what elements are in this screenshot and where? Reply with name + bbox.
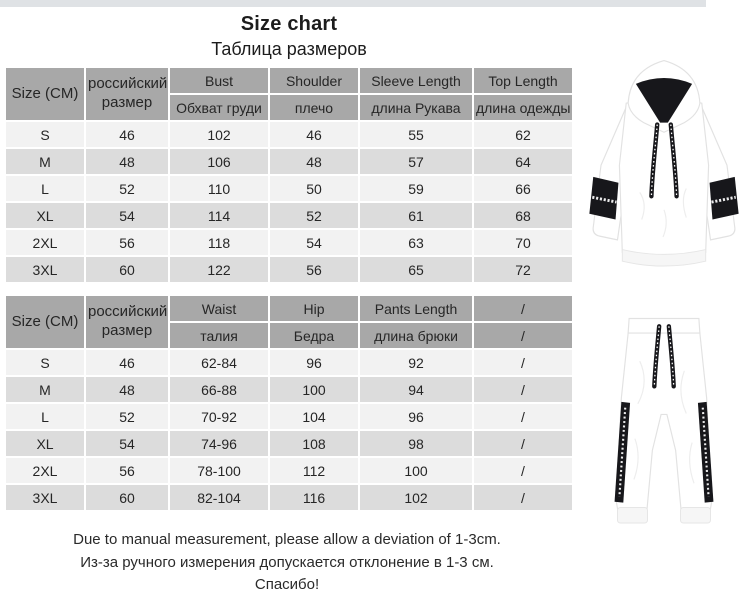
measurement-value: 104 <box>270 404 358 429</box>
russian-size-column-header: российский размер <box>86 68 168 120</box>
column-header-ru: длина Рукава <box>360 95 472 120</box>
measurement-value: 66 <box>474 176 572 201</box>
size-label: M <box>6 149 84 174</box>
measurement-value: 55 <box>360 122 472 147</box>
hoodie-illustration <box>579 47 749 299</box>
top-bar-decoration <box>0 0 706 7</box>
table-row <box>6 176 572 201</box>
measurement-value: 65 <box>360 257 472 282</box>
table-row <box>6 431 572 456</box>
measurement-value: 62 <box>474 122 572 147</box>
size-column-header: Size (CM) <box>6 296 84 348</box>
measurement-value: / <box>474 404 572 429</box>
measurement-value: 122 <box>170 257 268 282</box>
size-label: XL <box>6 203 84 228</box>
size-label: M <box>6 377 84 402</box>
measurement-value: / <box>474 485 572 510</box>
size-label: XL <box>6 431 84 456</box>
measurement-value: 64 <box>474 149 572 174</box>
measurement-value: 46 <box>86 122 168 147</box>
measurement-value: 98 <box>360 431 472 456</box>
measurement-value: 108 <box>270 431 358 456</box>
column-header-ru: Обхват груди <box>170 95 268 120</box>
measurement-value: 112 <box>270 458 358 483</box>
size-table-bottom <box>4 294 574 512</box>
column-header-en: Hip <box>270 296 358 321</box>
size-label: 3XL <box>6 257 84 282</box>
measurement-value: / <box>474 458 572 483</box>
measurement-value: 116 <box>270 485 358 510</box>
size-column-header: Size (CM) <box>6 68 84 120</box>
pants-image <box>579 303 749 555</box>
measurement-value: 74-96 <box>170 431 268 456</box>
page-title: Size chart <box>240 13 338 35</box>
measurement-value: 110 <box>170 176 268 201</box>
size-label: 2XL <box>6 230 84 255</box>
measurement-value: 59 <box>360 176 472 201</box>
measurement-value: 60 <box>86 257 168 282</box>
table-row <box>6 404 572 429</box>
russian-size-column-header: российский размер <box>86 296 168 348</box>
measurement-value: 114 <box>170 203 268 228</box>
measurement-value: 96 <box>360 404 472 429</box>
measurement-value: 54 <box>86 203 168 228</box>
footer-notes <box>4 529 570 597</box>
column-header-en: / <box>474 296 572 321</box>
measurement-value: 56 <box>86 230 168 255</box>
measurement-value: 52 <box>270 203 358 228</box>
measurement-value: 100 <box>270 377 358 402</box>
column-header-en: Top Length <box>474 68 572 93</box>
measurement-value: 50 <box>270 176 358 201</box>
measurement-value: 62-84 <box>170 350 268 375</box>
measurement-value: 68 <box>474 203 572 228</box>
column-header-en: Waist <box>170 296 268 321</box>
size-table-top <box>4 66 574 284</box>
measurement-value: 96 <box>270 350 358 375</box>
measurement-value: 48 <box>86 149 168 174</box>
size-label: 3XL <box>6 485 84 510</box>
measurement-value: 78-100 <box>170 458 268 483</box>
table-row <box>6 377 572 402</box>
table-row <box>6 350 572 375</box>
measurement-value: 48 <box>270 149 358 174</box>
pants-illustration <box>579 303 749 555</box>
column-header-en: Bust <box>170 68 268 93</box>
measurement-value: 57 <box>360 149 472 174</box>
footer-thanks: Спасибо! <box>254 576 320 593</box>
measurement-value: 102 <box>170 122 268 147</box>
measurement-value: 54 <box>86 431 168 456</box>
column-header-en: Pants Length <box>360 296 472 321</box>
measurement-value: 94 <box>360 377 472 402</box>
table-row <box>6 257 572 282</box>
measurement-value: 66-88 <box>170 377 268 402</box>
measurement-value: 54 <box>270 230 358 255</box>
hoodie-image <box>579 47 749 299</box>
size-label: L <box>6 176 84 201</box>
table-row <box>6 230 572 255</box>
measurement-value: 48 <box>86 377 168 402</box>
measurement-value: / <box>474 431 572 456</box>
measurement-value: 106 <box>170 149 268 174</box>
column-header-ru: талия <box>170 323 268 348</box>
size-label: L <box>6 404 84 429</box>
table-row <box>6 458 572 483</box>
measurement-value: 56 <box>270 257 358 282</box>
column-header-en: Shoulder <box>270 68 358 93</box>
table-row <box>6 149 572 174</box>
column-header-ru: Бедра <box>270 323 358 348</box>
measurement-value: 60 <box>86 485 168 510</box>
measurement-value: 92 <box>360 350 472 375</box>
footer-note-ru: Из-за ручного измерения допускается отклонение в 1-3 см. <box>80 553 494 571</box>
column-header-ru: / <box>474 323 572 348</box>
measurement-value: / <box>474 377 572 402</box>
measurement-value: 46 <box>270 122 358 147</box>
measurement-value: 102 <box>360 485 472 510</box>
measurement-value: / <box>474 350 572 375</box>
measurement-value: 61 <box>360 203 472 228</box>
column-header-ru: длина брюки <box>360 323 472 348</box>
page-subtitle: Таблица размеров <box>211 39 367 59</box>
size-label: S <box>6 350 84 375</box>
measurement-value: 52 <box>86 176 168 201</box>
measurement-value: 118 <box>170 230 268 255</box>
measurement-value: 82-104 <box>170 485 268 510</box>
table-row <box>6 122 572 147</box>
measurement-value: 56 <box>86 458 168 483</box>
size-chart-column <box>0 7 578 597</box>
size-label: S <box>6 122 84 147</box>
measurement-value: 70 <box>474 230 572 255</box>
column-header-ru: плечо <box>270 95 358 120</box>
title-block <box>4 13 574 60</box>
measurement-value: 63 <box>360 230 472 255</box>
product-photos-column <box>578 7 750 597</box>
measurement-value: 46 <box>86 350 168 375</box>
measurement-value: 52 <box>86 404 168 429</box>
column-header-en: Sleeve Length <box>360 68 472 93</box>
measurement-value: 72 <box>474 257 572 282</box>
size-label: 2XL <box>6 458 84 483</box>
column-header-ru: длина одежды <box>474 95 572 120</box>
footer-note-en: Due to manual measurement, please allow a deviation of 1-3cm. <box>73 531 501 548</box>
table-row <box>6 203 572 228</box>
measurement-value: 70-92 <box>170 404 268 429</box>
measurement-value: 100 <box>360 458 472 483</box>
table-row <box>6 485 572 510</box>
